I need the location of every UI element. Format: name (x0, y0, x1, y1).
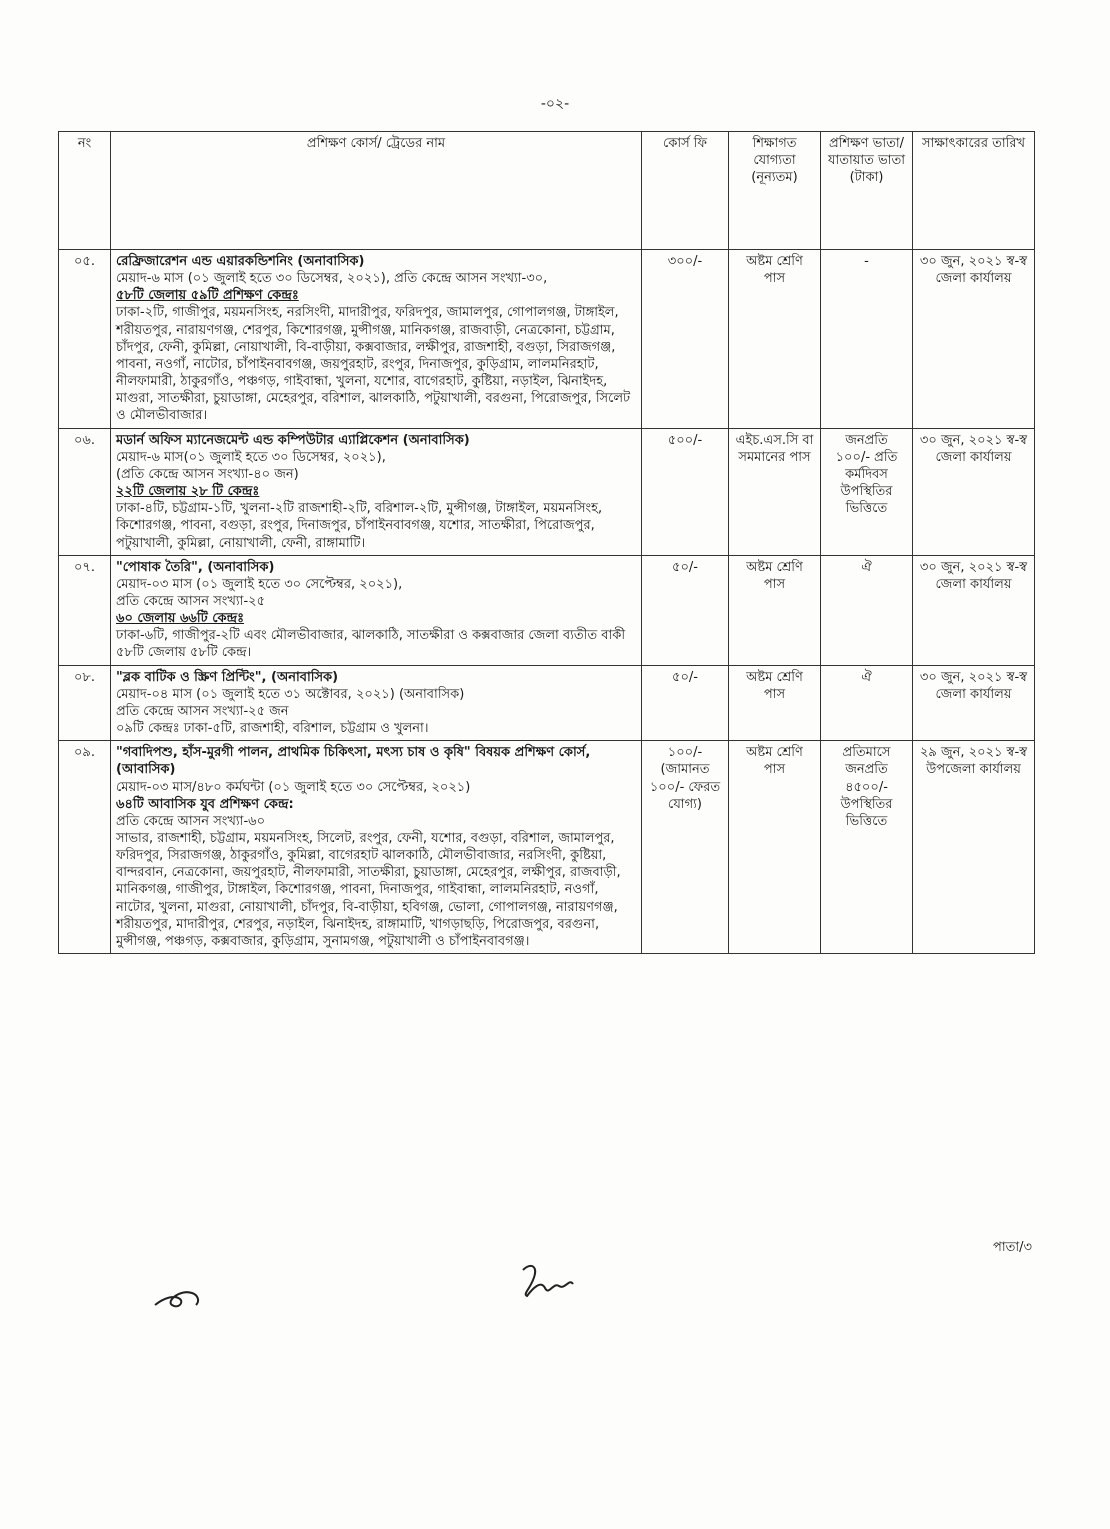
centers-heading: ৬০ জেলায় ৬৬টি কেন্দ্রঃ (116, 611, 245, 627)
course-cell (111, 250, 642, 429)
course-title: "পোষাক তৈরি", (অনাবাসিক) (116, 559, 275, 575)
fee-cell: ৩০০/- (642, 250, 729, 429)
row-no: ০৫. (59, 250, 111, 429)
centers-list: ০৯টি কেন্দ্রঃ ঢাকা-৫টি, রাজশাহী, বরিশাল, চট্টগ্রাম ও খুলনা। (116, 721, 429, 737)
allowance-cell: প্রতিমাসে জনপ্রতি ৪৫০০/- উপস্থিতির ভিত্তিতে (821, 741, 913, 954)
course-title: "ব্লক বাটিক ও স্ক্রিণ প্রিন্টিং", (অনাবাসিক) (116, 669, 339, 685)
course-detail: মেয়াদ-০৩ মাস/৪৮০ কর্মঘন্টা (০১ জুলাই হতে ৩০ সেপ্টেম্বর, ২০২১) (116, 779, 471, 795)
course-title: রেফ্রিজারেশন এন্ড এয়ারকন্ডিশনিং (অনাবাসিক) (116, 254, 365, 269)
fee-cell: ৫০০/- (642, 428, 729, 555)
course-title: মডার্ন অফিস ম্যানেজমেন্ট এন্ড কম্পিউটার এ্যাপ্লিকেশন (অনাবাসিক) (116, 432, 470, 448)
centers-list: ঢাকা-৪টি, চট্টগ্রাম-১টি, খুলনা-২টি রাজশাহী-২টি, বরিশাল-২টি, মুন্সীগঞ্জ, টাঙ্গাইল, ময়মনসিংহ, কিশোরগঞ্জ, পাবনা, বগুড়া, রংপুর, দিনাজপুর, চাঁপাইনবাবগঞ্জ, যশোর, সাতক্ষীরা, পিরোজপুর, পটুয়াখালী, কুমিল্লা, নোয়াখালী, ফেনী, রাঙ্গামাটি। (116, 501, 603, 551)
signature-2-icon (513, 1258, 583, 1303)
interview-cell: ২৯ জুন, ২০২১ স্ব-স্ব উপজেলা কার্যালয় (913, 741, 1035, 954)
table-row (59, 250, 1035, 429)
row-no: ০৬. (59, 428, 111, 555)
interview-cell: ৩০ জুন, ২০২১ স্ব-স্ব জেলা কার্যালয় (913, 665, 1035, 741)
interview-cell: ৩০ জুন, ২০২১ স্ব-স্ব জেলা কার্যালয় (913, 250, 1035, 429)
header-course: প্রশিক্ষণ কোর্স/ ট্রেডের নাম (111, 132, 642, 250)
header-interview: সাক্ষাৎকারের তারিখ (913, 132, 1035, 250)
fee-cell: ১০০/- (জামানত ১০০/- ফেরত যোগ্য) (642, 741, 729, 954)
table-row (59, 665, 1035, 741)
course-cell (111, 665, 642, 741)
course-detail: মেয়াদ-৬ মাস(০১ জুলাই হতে ৩০ ডিসেম্বর, ২০২১), (116, 449, 386, 465)
centers-list: সাভার, রাজশাহী, চট্টগ্রাম, ময়মনসিংহ, সিলেট, রংপুর, ফেনী, যশোর, বগুড়া, বরিশাল, জামালপুর, ফরিদপুর, সিরাজগঞ্জ, ঠাকুরগাঁও, কুমিল্লা, বাগেরহাট ঝালকাঠি, মৌলভীবাজার, নরসিংদী, কুষ্টিয়া, বান্দরবান, নেত্রকোনা, জয়পুরহাট, নীলফামারী, সাতক্ষীরা, চুয়াডাঙ্গা, মেহেরপুর, লক্ষীপুর, রাজবাড়ী, মানিকগঞ্জ, গাজীপুর, টাঙ্গাইল, কিশোরগঞ্জ, পাবনা, দিনাজপুর, গাইবান্ধা, লালমনিরহাট, নওগাঁ, নাটোর, খুলনা, মাগুরা, নোয়াখালী, চাঁদপুর, বি-বাড়ীয়া, হবিগঞ্জ, ভোলা, গোপালগঞ্জ, নারায়ণগঞ্জ, শরীয়তপুর, মাদারীপুর, শেরপুর, নড়াইল, ঝিনাইদহ, রাঙ্গামাটি, খাগড়াছড়ি, পিরোজপুর, বরগুনা, মুন্সীগঞ্জ, পঞ্চগড়, কক্সবাজার, কুড়িগ্রাম, সুনামগঞ্জ, পটুয়াখালী ও চাঁপাইনবাবগঞ্জ। (116, 831, 621, 949)
signature-1-icon (150, 1275, 210, 1315)
course-detail-2: প্রতি কেন্দ্রে আসন সংখ্যা-২৫ জন (116, 703, 289, 719)
edu-cell: এইচ.এস.সি বা সমমানের পাস (729, 428, 821, 555)
table-header-row (59, 132, 1035, 250)
course-title: "গবাদিপশু, হাঁস-মুরগী পালন, প্রাথমিক চিকিৎসা, মৎস্য চাষ ও কৃষি" বিষয়ক প্রশিক্ষণ কোর্স, (আবাসিক) (116, 745, 591, 778)
course-cell (111, 741, 642, 954)
course-table (58, 131, 1035, 954)
fee-cell: ৫০/- (642, 665, 729, 741)
edu-cell: অষ্টম শ্রেণি পাস (729, 665, 821, 741)
course-detail-2: (প্রতি কেন্দ্রে আসন সংখ্যা-৪০ জন) (116, 466, 299, 482)
course-detail: মেয়াদ-৬ মাস (০১ জুলাই হতে ৩০ ডিসেম্বর, ২০২১), প্রতি কেন্দ্রে আসন সংখ্যা-৩০, (116, 271, 548, 287)
table-row (59, 428, 1035, 555)
row-no: ০৯. (59, 741, 111, 954)
centers-seat-info: প্রতি কেন্দ্রে আসন সংখ্যা-৬০ (116, 813, 266, 829)
row-no: ০৭. (59, 555, 111, 665)
next-page-marker: পাতা/৩ (993, 1240, 1032, 1255)
table-row (59, 555, 1035, 665)
fee-cell: ৫০/- (642, 555, 729, 665)
course-cell (111, 555, 642, 665)
page-number: -০২- (540, 96, 570, 112)
header-allowance: প্রশিক্ষণ ভাতা/ যাতায়াত ভাতা (টাকা) (821, 132, 913, 250)
header-edu: শিক্ষাগত যোগ্যতা (নূন্যতম) (729, 132, 821, 250)
allowance-cell: জনপ্রতি ১০০/- প্রতি কর্মদিবস উপস্থিতির ভিত্তিতে (821, 428, 913, 555)
interview-cell: ৩০ জুন, ২০২১ স্ব-স্ব জেলা কার্যালয় (913, 428, 1035, 555)
interview-cell: ৩০ জুন, ২০২১ স্ব-স্ব জেলা কার্যালয় (913, 555, 1035, 665)
header-fee: কোর্স ফি (642, 132, 729, 250)
allowance-cell: - (821, 250, 913, 429)
centers-heading: ৬৪টি আবাসিক যুব প্রশিক্ষণ কেন্দ্র: (116, 796, 294, 812)
course-cell (111, 428, 642, 555)
allowance-cell: ঐ (821, 665, 913, 741)
edu-cell: অষ্টম শ্রেণি পাস (729, 555, 821, 665)
centers-list: ঢাকা-২টি, গাজীপুর, ময়মনসিংহ, নরসিংদী, মাদারীপুর, ফরিদপুর, জামালপুর, গোপালগঞ্জ, টাঙ্গাইল, শরীয়তপুর, নারায়ণগঞ্জ, শেরপুর, কিশোরগঞ্জ, মুন্সীগঞ্জ, মানিকগঞ্জ, রাজবাড়ী, নেত্রকোনা, চট্টগ্রাম, চাঁদপুর, ফেনী, কুমিল্লা, নোয়াখালী, বি-বাড়ীয়া, কক্সবাজার, লক্ষীপুর, রাজশাহী, বগুড়া, সিরাজগঞ্জ, পাবনা, নওগাঁ, নাটোর, চাঁপাইনবাবগঞ্জ, জয়পুরহাট, রংপুর, দিনাজপুর, কুড়িগ্রাম, লালমনিরহাট, নীলফামারী, ঠাকুরগাঁও, পঞ্চগড়, গাইবান্ধা, খুলনা, যশোর, বাগেরহাট, কুষ্টিয়া, নড়াইল, ঝিনাইদহ, মাগুরা, সাতক্ষীরা, চুয়াডাঙ্গা, মেহেরপুর, বরিশাল, ঝালকাঠি, পটুয়াখালী, বরগুনা, পিরোজপুর, সিলেট ও মৌলভীবাজার। (116, 305, 631, 424)
allowance-cell: ঐ (821, 555, 913, 665)
edu-cell: অষ্টম শ্রেণি পাস (729, 741, 821, 954)
centers-list: ঢাকা-৬টি, গাজীপুর-২টি এবং মৌলভীবাজার, ঝালকাঠি, সাতক্ষীরা ও কক্সবাজার জেলা ব্যতীত বাকী ৫৮টি জেলায় ৫৮টি কেন্দ্র। (116, 628, 626, 661)
course-detail: মেয়াদ-০৪ মাস (০১ জুলাই হতে ৩১ অক্টোবর, ২০২১) (অনাবাসিক) (116, 686, 465, 702)
centers-heading: ৫৮টি জেলায় ৫৯টি প্রশিক্ষণ কেন্দ্রঃ (116, 288, 299, 304)
course-detail-2: প্রতি কেন্দ্রে আসন সংখ্যা-২৫ (116, 593, 266, 609)
table-row (59, 741, 1035, 954)
course-detail: মেয়াদ-০৩ মাস (০১ জুলাই হতে ৩০ সেপ্টেম্বর, ২০২১), (116, 576, 403, 592)
row-no: ০৮. (59, 665, 111, 741)
header-no: নং (59, 132, 111, 250)
centers-heading: ২২টি জেলায় ২৮ টি কেন্দ্রঃ (116, 484, 260, 500)
edu-cell: অষ্টম শ্রেণি পাস (729, 250, 821, 429)
